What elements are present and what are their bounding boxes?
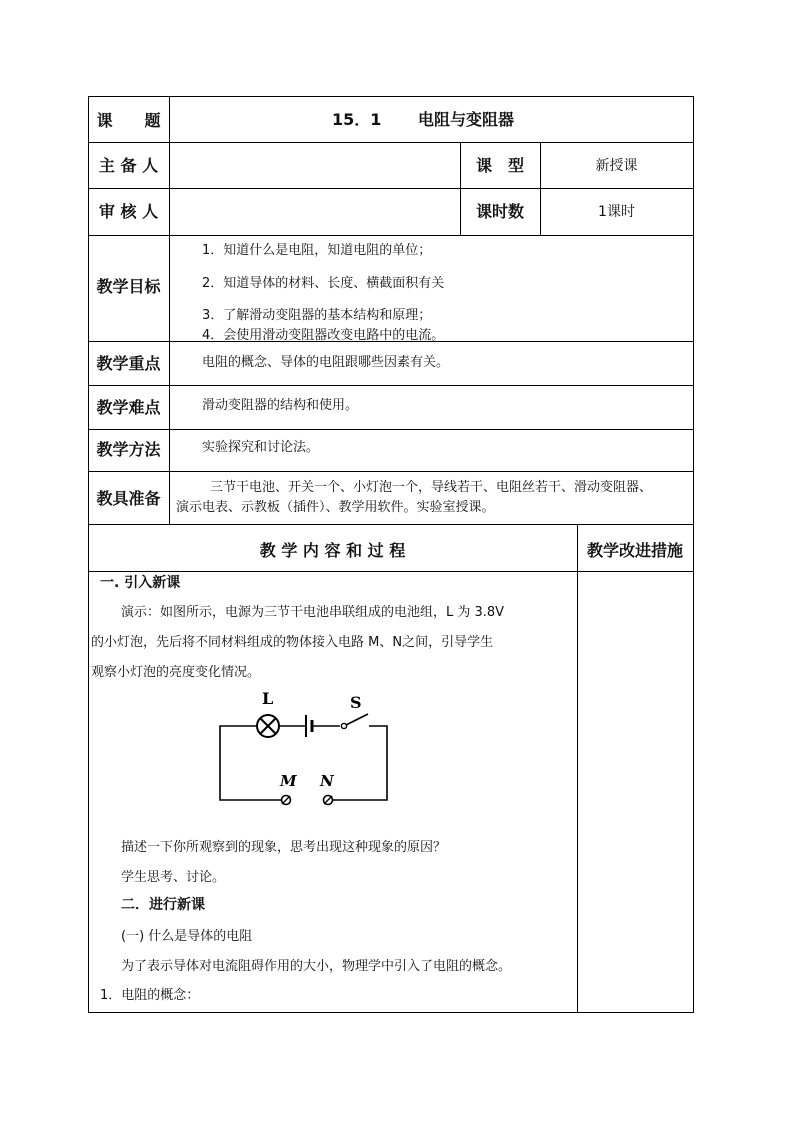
demo-line: 的小灯泡，先后将不同材料组成的物体接入电路 M、N之间，引导学生 xyxy=(91,635,494,650)
section1-title: 一. 引入新课 xyxy=(100,575,181,591)
difficulties-value: 滑动变阻器的结构和使用。 xyxy=(202,398,359,413)
terminal-m-icon xyxy=(282,796,291,805)
key-points-value: 电阻的概念、导体的电阻跟哪些因素有关。 xyxy=(202,355,450,370)
question-text: 描述一下你所观察到的现象，思考出现这种现象的原因？ xyxy=(121,840,447,855)
row-divider xyxy=(88,471,694,472)
row-divider xyxy=(88,385,694,386)
lamp-label: L xyxy=(262,689,274,708)
objective-item: 3．了解滑动变阻器的基本结构和原理； xyxy=(202,308,432,323)
row-divider xyxy=(88,142,694,143)
reviewer-label: 审 核 人 xyxy=(98,202,159,221)
type-label: 课 型 xyxy=(475,156,524,175)
lesson-plan-table xyxy=(88,96,694,1012)
subsection-title: (一) 什么是导体的电阻 xyxy=(121,929,253,944)
lamp-icon xyxy=(257,715,279,737)
methods-label: 教学方法 xyxy=(96,440,161,459)
equipment-line: 三节干电池、开关一个、小灯泡一个，导线若干、电阻丝若干、滑动变阻器、 xyxy=(210,480,653,495)
switch-label: S xyxy=(350,693,362,712)
process-header: 教 学 内 容 和 过 程 xyxy=(259,541,406,560)
row-divider xyxy=(88,429,694,430)
concept-heading: 1．电阻的概念： xyxy=(100,988,200,1003)
discussion-text: 学生思考、讨论。 xyxy=(121,870,226,885)
demo-line: 演示：如图所示，电源为三节干电池串联组成的电池组，L 为 3.8V xyxy=(121,605,505,620)
battery-icon xyxy=(306,715,312,737)
topic-label: 课 题 xyxy=(96,111,161,130)
objectives-label: 教学目标 xyxy=(96,277,161,296)
terminal-n-label: N xyxy=(320,772,334,790)
methods-value: 实验探究和讨论法。 xyxy=(202,440,320,455)
switch-icon xyxy=(341,714,368,729)
key-points-label: 教学重点 xyxy=(96,354,161,373)
table-border-right xyxy=(693,96,694,1012)
objective-item: 1．知道什么是电阻，知道电阻的单位； xyxy=(202,243,432,258)
terminal-m-label: M xyxy=(280,772,297,790)
improve-column-divider xyxy=(577,524,578,1012)
terminal-n-icon xyxy=(324,796,333,805)
objective-item: 2．知道导体的材料、长度、横截面积有关 xyxy=(202,276,445,291)
improve-header: 教学改进措施 xyxy=(586,541,683,560)
section2-title: 二．进行新课 xyxy=(121,897,205,913)
hours-label: 课时数 xyxy=(475,202,524,221)
row-divider xyxy=(88,235,694,236)
table-border-top xyxy=(88,96,694,97)
difficulties-label: 教学难点 xyxy=(96,398,161,417)
type-value: 新授课 xyxy=(595,158,638,174)
row-divider xyxy=(88,188,694,189)
demo-line: 观察小灯泡的亮度变化情况。 xyxy=(91,665,261,680)
intro-resistance-text: 为了表示导体对电流阻碍作用的大小，物理学中引入了电阻的概念。 xyxy=(121,959,512,974)
equipment-line: 演示电表、示教板（插件）、教学用软件。实验室授课。 xyxy=(176,500,495,515)
circuit-diagram xyxy=(216,686,396,806)
hours-value: 1课时 xyxy=(598,204,635,220)
objective-item: 4．会使用滑动变阻器改变电路中的电流。 xyxy=(202,328,445,343)
preparer-label: 主 备 人 xyxy=(98,156,159,175)
row-divider xyxy=(88,524,694,525)
table-border-bottom xyxy=(88,1012,694,1013)
equipment-label: 教具准备 xyxy=(96,489,161,508)
topic-number: 15．1 xyxy=(332,110,382,129)
label-column-divider xyxy=(169,96,170,524)
topic-title: 电阻与变阻器 xyxy=(418,110,515,129)
